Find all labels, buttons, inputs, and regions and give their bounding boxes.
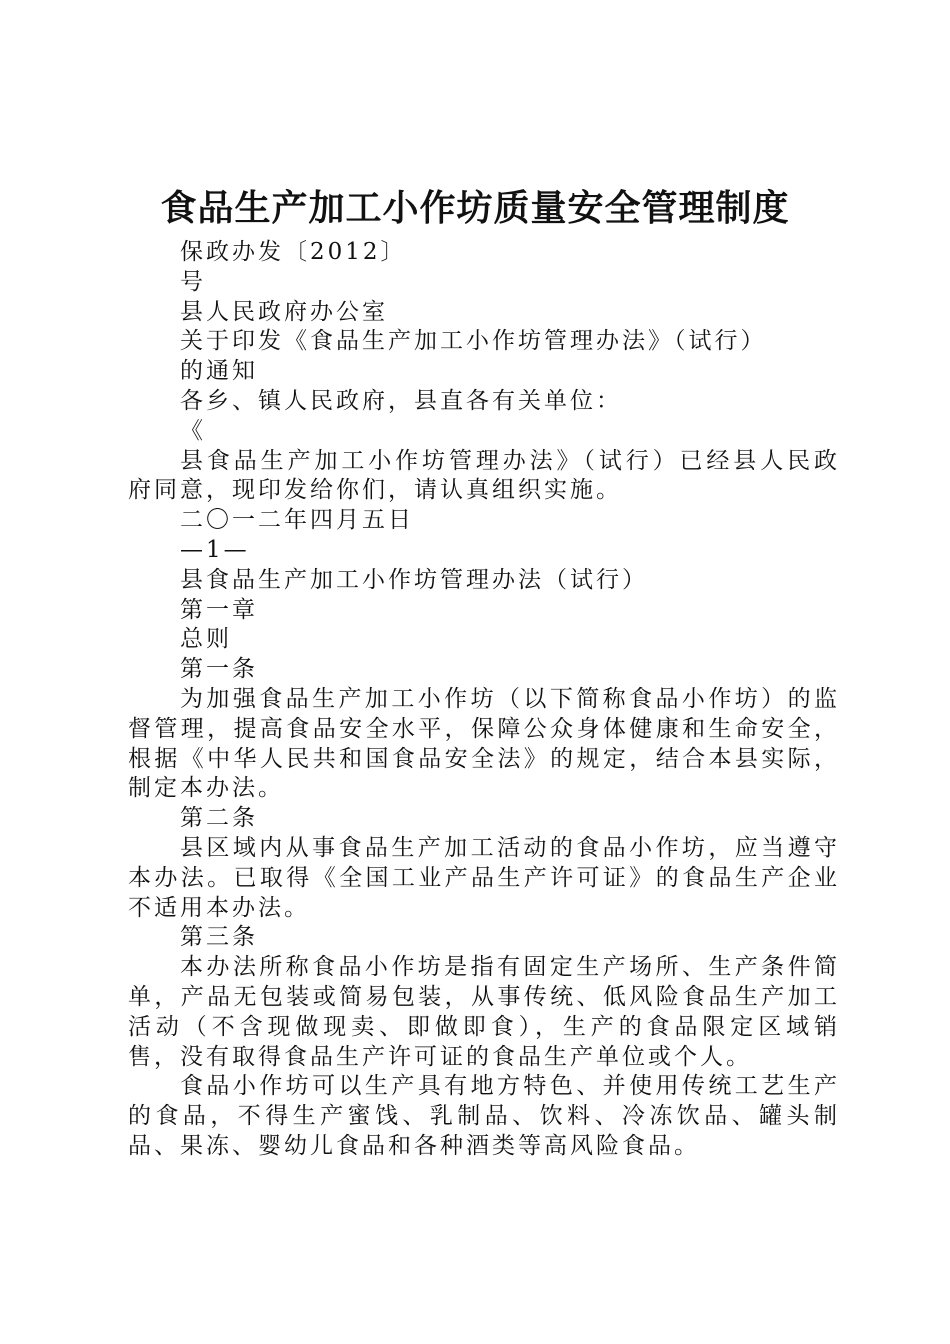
article-1-text: 为加强食品生产加工小作坊（以下简称食品小作坊）的监督管理，提高食品安全水平，保障公众身体健康和生命安全，根据《中华人民共和国食品安全法》的规定，结合本县实际，制定本办法。 [128,685,840,802]
notice-date: 二〇一二年四月五日 [180,507,414,534]
quote-open: 《 [180,417,206,444]
doc-number-suffix: 号 [180,268,206,295]
article-3-text-1: 本办法所称食品小作坊是指有固定生产场所、生产条件简单，产品无包装或简易包装，从事传统、低风险食品生产加工活动（不含现做现卖、即做即食），生产的食品限定区域销售，没有取得食品生产许可证的食品生产单位或个人。 [128,954,840,1070]
article-1-heading: 第一条 [180,656,258,683]
chapter-heading: 第一章 [180,596,258,623]
article-2-text: 县区域内从事食品生产加工活动的食品小作坊，应当遵守本办法。已取得《全国工业产品生产许可证》的食品生产企业不适用本办法。 [128,834,840,921]
article-3-text-2: 食品小作坊可以生产具有地方特色、并使用传统工艺生产的食品，不得生产蜜饯、乳制品、饮料、冷冻饮品、罐头制品、果冻、婴幼儿食品和各种酒类等高风险食品。 [128,1073,840,1159]
addressee: 各乡、镇人民政府，县直各有关单位： [180,387,622,414]
document-body [128,238,840,1162]
document-title: 食品生产加工小作坊质量安全管理制度 [160,187,790,229]
page-marker: —1— [180,536,250,563]
measures-title: 县食品生产加工小作坊管理办法（试行） [180,566,648,593]
notice-body: 县食品生产加工小作坊管理办法》（试行）已经县人民政府同意，现印发给你们，请认真组织实施。 [128,447,840,504]
chapter-name: 总则 [180,626,232,653]
article-3-heading: 第三条 [180,924,258,951]
notice-title-line-2: 的通知 [180,358,258,385]
issuer: 县人民政府办公室 [180,298,388,325]
article-2-heading: 第二条 [180,805,258,832]
notice-title-line-1: 关于印发《食品生产加工小作坊管理办法》（试行） [180,328,767,355]
doc-number: 保政办发〔2012〕 [180,239,407,265]
